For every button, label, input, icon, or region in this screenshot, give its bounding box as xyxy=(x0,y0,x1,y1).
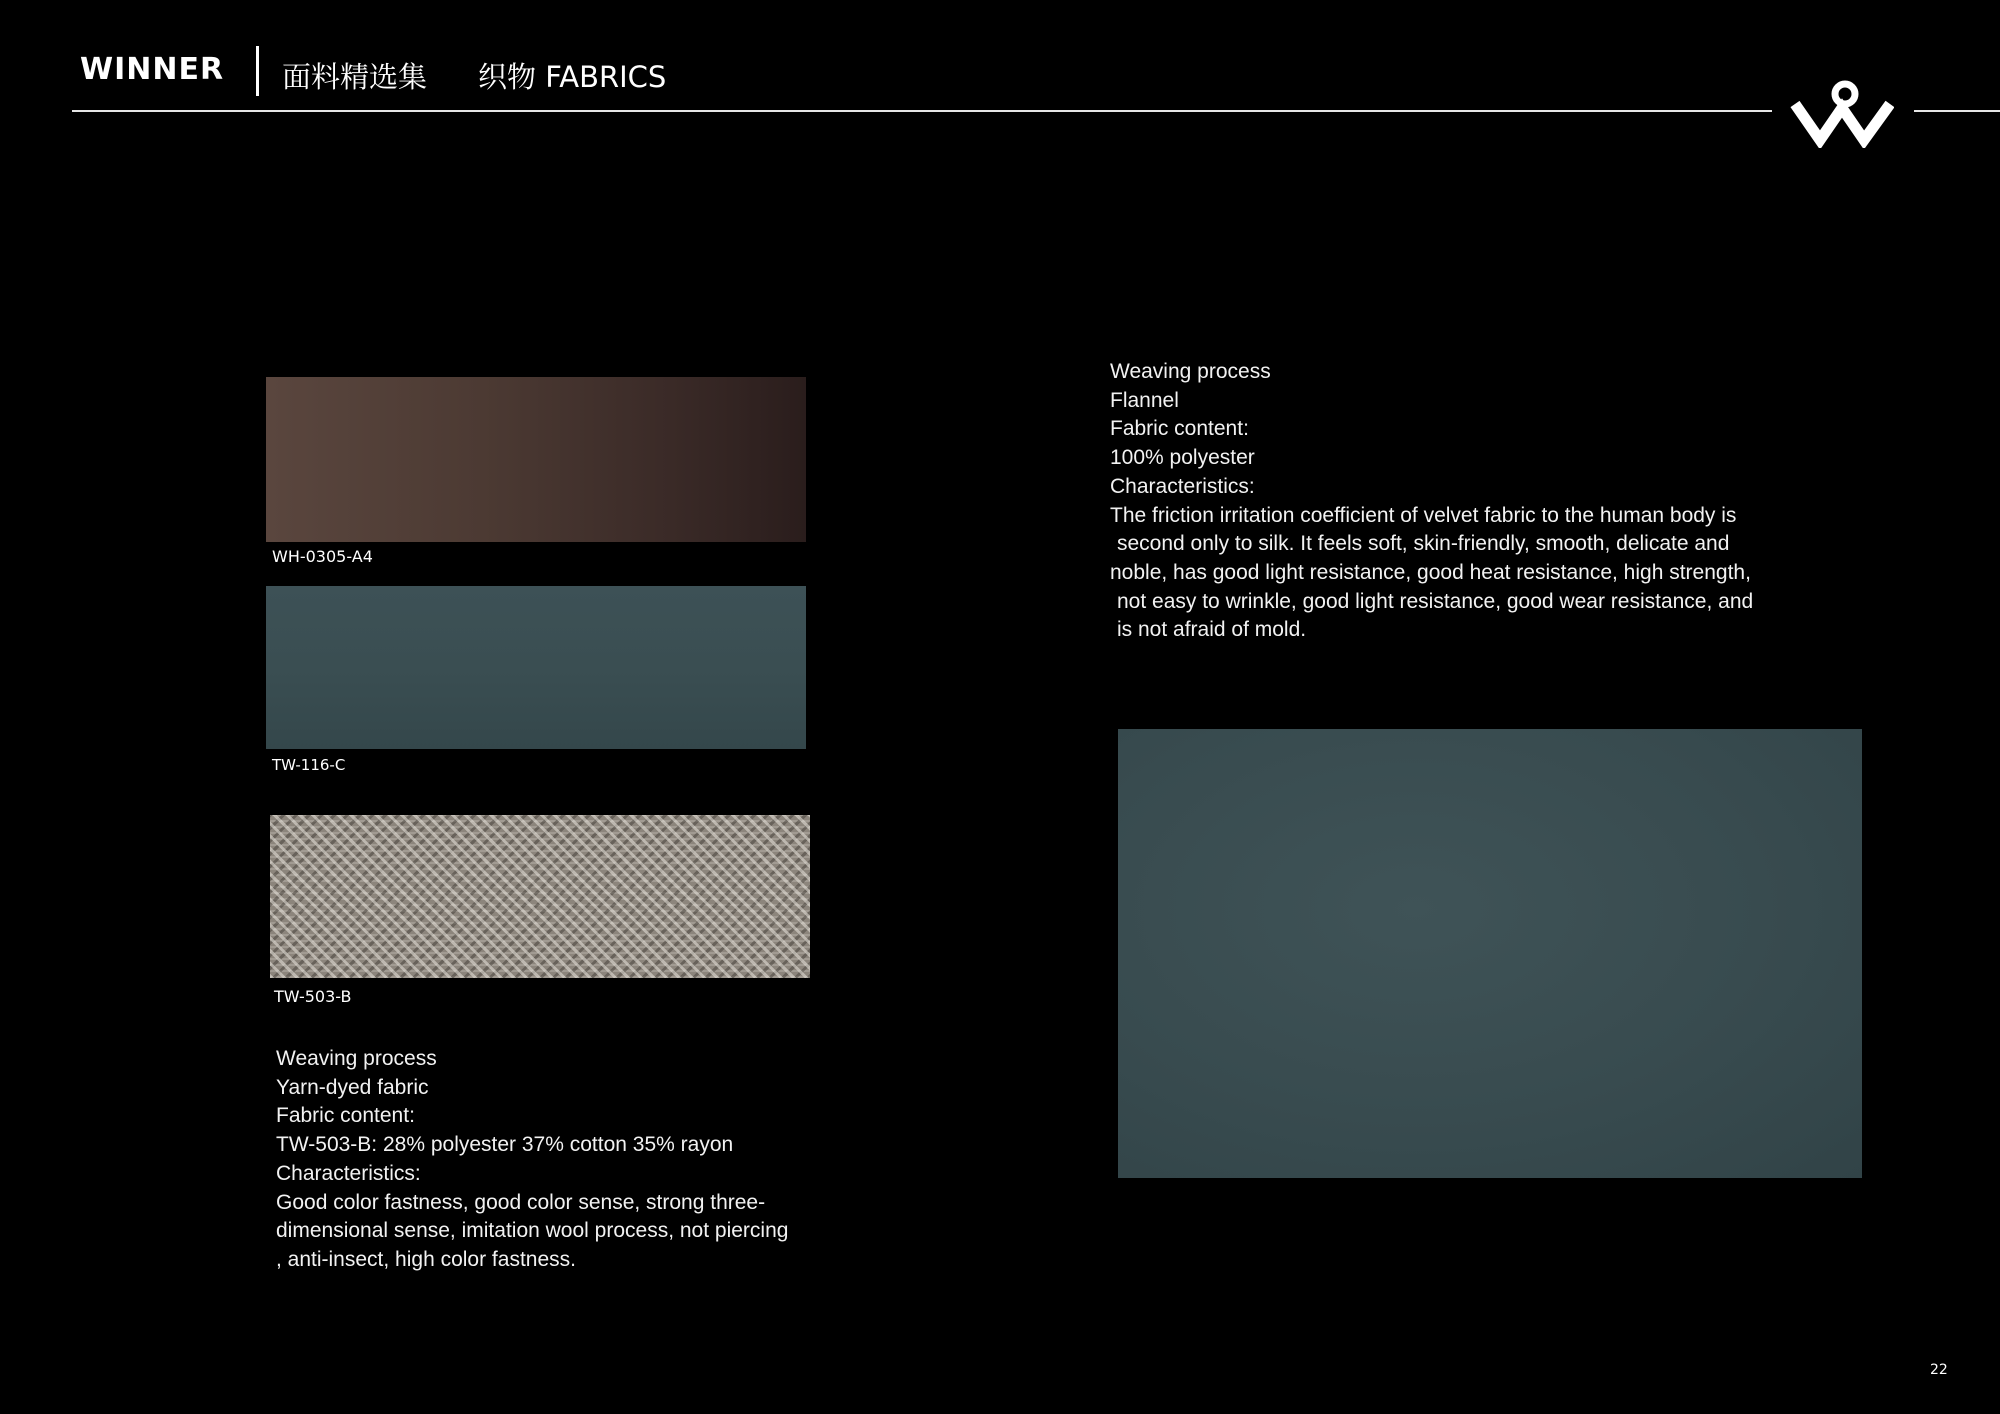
desc-line: dimensional sense, imitation wool process, not piercing xyxy=(276,1219,789,1243)
flannel-description xyxy=(1110,358,1753,645)
fabric-swatch-wh-0305-a4 xyxy=(266,377,806,542)
desc-line: not easy to wrinkle, good light resistance, good wear resistance, and xyxy=(1117,589,1754,613)
yarn-dyed-description xyxy=(276,1045,788,1275)
page-number: 22 xyxy=(1930,1362,1948,1378)
header-divider xyxy=(256,46,259,96)
desc-line: Good color fastness, good color sense, strong three- xyxy=(276,1190,766,1214)
swatch-code-label: TW-503-B xyxy=(274,987,352,1006)
fabric-swatch-tw-503-b xyxy=(270,815,810,978)
desc-line: The friction irritation coefficient of velvet fabric to the human body is xyxy=(1110,503,1737,527)
desc-line: second only to silk. It feels soft, skin-friendly, smooth, delicate and xyxy=(1117,532,1730,556)
desc-line: Weaving process xyxy=(276,1047,437,1070)
desc-line: is not afraid of mold. xyxy=(1117,618,1307,642)
desc-line: Fabric content: xyxy=(276,1104,415,1128)
desc-line: noble, has good light resistance, good heat resistance, high strength, xyxy=(1110,560,1751,584)
desc-line: Characteristics: xyxy=(1110,474,1255,498)
desc-line: Weaving process xyxy=(1110,360,1271,383)
fabric-swatch-tw-116-c xyxy=(266,586,806,749)
swatch-code-label: WH-0305-A4 xyxy=(272,547,373,566)
desc-line: Characteristics: xyxy=(276,1161,421,1185)
fabric-swatch-large-flannel xyxy=(1118,729,1862,1178)
header-rule-right xyxy=(1914,110,2000,112)
desc-line: Flannel xyxy=(1110,388,1179,412)
desc-line: TW-503-B: 28% polyester 37% cotton 35% rayon xyxy=(276,1133,734,1157)
swatch-code-label: TW-116-C xyxy=(272,756,346,774)
desc-line: Fabric content: xyxy=(1110,417,1249,441)
catalog-title-cn: 面料精选集 xyxy=(282,60,428,94)
desc-line: Yarn-dyed fabric xyxy=(276,1075,429,1099)
brand-name: WINNER xyxy=(80,52,225,87)
header-rule xyxy=(72,110,1772,112)
winner-w-logo-icon xyxy=(1790,78,1894,148)
desc-line: , anti-insect, high color fastness. xyxy=(276,1247,576,1271)
catalog-title-en: 织物 FABRICS xyxy=(478,60,667,94)
desc-line: 100% polyester xyxy=(1110,446,1255,470)
